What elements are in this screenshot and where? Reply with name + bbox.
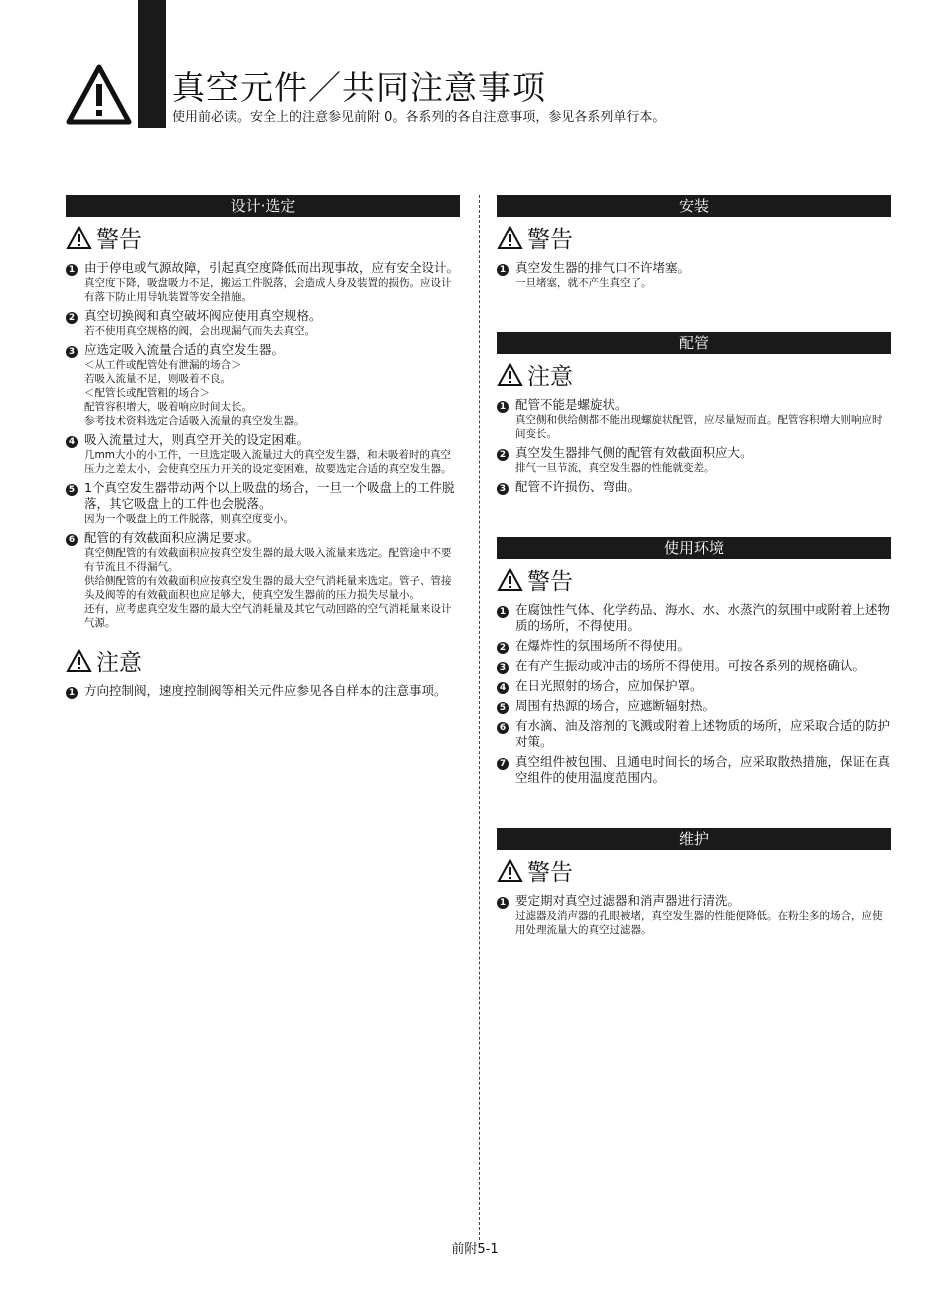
list-item: [66, 480, 460, 526]
item-title: [497, 602, 891, 634]
caution-heading: [66, 644, 460, 677]
item-number-badge: [66, 308, 84, 324]
piping-caution-list: [497, 397, 891, 495]
list-item: [497, 260, 891, 290]
warning-triangle-icon: [497, 859, 523, 883]
item-title-text: 在日光照射的场合，应加保护罩。: [515, 678, 703, 693]
maintenance-warning-list: [497, 893, 891, 937]
item-title: [497, 479, 891, 495]
item-title: [497, 678, 891, 694]
item-body-line: 一旦堵塞，就不产生真空了。: [515, 277, 652, 289]
caution-triangle-icon: [497, 363, 523, 387]
list-item: [497, 893, 891, 937]
item-number-badge: [66, 683, 84, 699]
item-number: 1: [497, 606, 509, 618]
item-number: 5: [497, 702, 509, 714]
list-item: [66, 432, 460, 476]
item-number: 6: [66, 534, 78, 546]
item-title-text: 有水滴、油及溶剂的飞溅或附着上述物质的场所，应采取合适的防护对策。: [515, 718, 891, 749]
list-item: [497, 638, 891, 654]
item-title-text: 要定期对真空过滤器和消声器进行清洗。: [515, 893, 741, 908]
item-body-line: 配管容积增大，吸着响应时间太长。: [84, 401, 252, 413]
item-number-badge: [497, 678, 515, 694]
item-number: 2: [497, 642, 509, 654]
item-number: 3: [66, 346, 78, 358]
warning-heading: [66, 221, 460, 254]
item-title: [66, 432, 460, 448]
item-title-text: 真空发生器的排气口不许堵塞。: [515, 260, 691, 275]
item-number: 6: [497, 722, 509, 734]
header-black-bar: [138, 0, 166, 128]
item-number-badge: [497, 718, 515, 750]
item-body-line: 真空度下降，吸盘吸力不足，搬运工件脱落，会造成人身及装置的损伤。应设计有落下防止用导轨装置等安全措施。: [84, 277, 452, 303]
column-divider: [479, 195, 480, 1240]
item-body-line: 排气一旦节流，真空发生器的性能就变差。: [515, 462, 715, 474]
item-title: [66, 480, 460, 512]
page-number: 前附5-1: [451, 1242, 499, 1257]
item-number: 3: [497, 662, 509, 674]
item-number: 2: [497, 449, 509, 461]
item-body-line: 几mm大小的小工件，一旦选定吸入流量过大的真空发生器，和未吸着时的真空压力之差太小，会使真空压力开关的设定变困难，故要选定合适的真空发生器。: [84, 449, 452, 475]
item-number-badge: [497, 260, 515, 276]
warning-heading: [497, 563, 891, 596]
list-item: [497, 602, 891, 634]
caution-label: 注意: [527, 364, 573, 390]
item-body-line: 若吸入流量不足，则吸着不良。: [84, 373, 231, 385]
list-item: [497, 718, 891, 750]
caution-triangle-icon: [66, 649, 92, 673]
item-number: 7: [497, 758, 509, 770]
item-title-text: 配管不能是螺旋状。: [515, 397, 628, 412]
list-item: [66, 342, 460, 428]
list-item: [66, 260, 460, 304]
item-number: 4: [497, 682, 509, 694]
item-title: [66, 342, 460, 358]
item-title: [497, 260, 891, 276]
item-body-line: ＜配管长或配管粗的场合＞: [84, 387, 210, 399]
item-title-text: 周围有热源的场合，应遮断辐射热。: [515, 698, 716, 713]
item-body: [84, 324, 460, 338]
item-body: [515, 909, 891, 937]
section-header-maintenance: 维护: [497, 828, 891, 850]
caution-heading: [497, 358, 891, 391]
left-column: [66, 195, 460, 703]
item-title: [497, 445, 891, 461]
item-title-text: 真空切换阀和真空破坏阀应使用真空规格。: [84, 308, 322, 323]
item-title: [497, 754, 891, 786]
section-header-install: 安装: [497, 195, 891, 217]
item-number-badge: [497, 445, 515, 461]
item-title: [66, 683, 460, 699]
warning-triangle-icon: [497, 226, 523, 250]
item-title-text: 真空组件被包围、且通电时间长的场合，应采取散热措施，保证在真空组件的使用温度范围内。: [515, 754, 891, 785]
item-body-line: 供给侧配管的有效截面积应按真空发生器的最大空气消耗量来选定。管子、管接头及阀等的有效截面积也应足够大，使真空发生器前的压力损失尽量小。: [84, 575, 452, 601]
item-number: 2: [66, 312, 78, 324]
list-item: [497, 479, 891, 495]
item-title-text: 配管不许损伤、弯曲。: [515, 479, 641, 494]
item-body-line: 若不使用真空规格的阀，会出现漏气而失去真空。: [84, 325, 315, 337]
list-item: [497, 658, 891, 674]
item-body: [84, 358, 460, 428]
item-body-line: 参考技术资料选定合适吸入流量的真空发生器。: [84, 415, 305, 427]
item-title-text: 真空发生器排气侧的配管有效截面积应大。: [515, 445, 753, 460]
item-title-text: 1个真空发生器带动两个以上吸盘的场合，一旦一个吸盘上的工件脱落，其它吸盘上的工件也会脱落。: [84, 480, 455, 511]
page-title: 真空元件／共同注意事项: [172, 68, 546, 107]
item-number-badge: [497, 479, 515, 495]
item-number: 1: [66, 264, 78, 276]
item-body: [84, 512, 460, 526]
item-body-line: 真空侧配管的有效截面积应按真空发生器的最大吸入流量来选定。配管途中不要有节流且不得漏气。: [84, 547, 452, 573]
item-title-text: 在腐蚀性气体、化学药品、海水、水、水蒸汽的氛围中或附着上述物质的场所，不得使用。: [515, 602, 891, 633]
warning-label: 警告: [527, 569, 573, 595]
item-number-badge: [497, 638, 515, 654]
item-number: 5: [66, 484, 78, 496]
section-header-environment: 使用环境: [497, 537, 891, 559]
item-title: [497, 397, 891, 413]
environment-warning-list: [497, 602, 891, 786]
item-number-badge: [66, 342, 84, 358]
item-title-text: 方向控制阀，速度控制阀等相关元件应参见各自样本的注意事项。: [84, 683, 447, 698]
item-body: [84, 448, 460, 476]
item-body-line: 因为一个吸盘上的工件脱落，则真空度变小。: [84, 513, 294, 525]
item-body-line: 真空侧和供给侧都不能出现螺旋状配管，应尽量短而直。配管容积增大则响应时间变长。: [515, 414, 883, 440]
item-title-text: 在爆炸性的氛围场所不得使用。: [515, 638, 691, 653]
item-body: [515, 276, 891, 290]
section-header-piping: 配管: [497, 332, 891, 354]
item-body-line: 过滤器及消声器的孔眼被堵，真空发生器的性能便降低。在粉尘多的场合，应使用处理流量大的真空过滤器。: [515, 910, 883, 936]
item-number: 1: [66, 687, 78, 699]
item-number: 1: [497, 264, 509, 276]
warning-label: 警告: [527, 227, 573, 253]
warning-triangle-icon: [66, 64, 132, 126]
list-item: [66, 530, 460, 630]
item-title-text: 应选定吸入流量合适的真空发生器。: [84, 342, 285, 357]
list-item: [497, 397, 891, 441]
item-number-badge: [66, 260, 84, 276]
design-caution-list: [66, 683, 460, 699]
item-body: [515, 413, 891, 441]
item-number-badge: [497, 658, 515, 674]
item-number-badge: [497, 397, 515, 413]
item-body: [84, 276, 460, 304]
item-body: [84, 546, 460, 630]
item-title: [66, 260, 460, 276]
design-warning-list: [66, 260, 460, 630]
list-item: [66, 683, 460, 699]
warning-triangle-icon: [66, 226, 92, 250]
item-title: [497, 718, 891, 750]
item-number-badge: [497, 754, 515, 786]
item-body-line: ＜从工件或配管处有泄漏的场合＞: [84, 359, 242, 371]
warning-triangle-icon: [497, 568, 523, 592]
right-column: [497, 195, 891, 941]
list-item: [497, 754, 891, 786]
item-title-text: 吸入流量过大，则真空开关的设定困难。: [84, 432, 310, 447]
item-title-text: 配管的有效截面积应满足要求。: [84, 530, 260, 545]
section-header-design: 设计·选定: [66, 195, 460, 217]
item-number-badge: [497, 893, 515, 909]
item-number-badge: [66, 432, 84, 448]
list-item: [497, 698, 891, 714]
item-title: [497, 698, 891, 714]
item-body-line: 还有，应考虑真空发生器的最大空气消耗量及其它气动回路的空气消耗量来设计气源。: [84, 603, 452, 629]
list-item: [66, 308, 460, 338]
item-number-badge: [497, 698, 515, 714]
item-number-badge: [66, 480, 84, 512]
item-title: [497, 893, 891, 909]
warning-label: 警告: [96, 227, 142, 253]
warning-label: 警告: [527, 860, 573, 886]
item-number: 4: [66, 436, 78, 448]
item-number-badge: [66, 530, 84, 546]
item-title: [66, 530, 460, 546]
item-title: [497, 638, 891, 654]
item-number: 1: [497, 401, 509, 413]
list-item: [497, 678, 891, 694]
warning-heading: [497, 854, 891, 887]
item-body: [515, 461, 891, 475]
item-number: 3: [497, 483, 509, 495]
item-number-badge: [497, 602, 515, 634]
caution-label: 注意: [96, 650, 142, 676]
list-item: [497, 445, 891, 475]
item-title-text: 在有产生振动或冲击的场所不得使用。可按各系列的规格确认。: [515, 658, 866, 673]
page-subtitle: 使用前必读。安全上的注意参见前附 0。各系列的各自注意事项，参见各系列单行本。: [172, 110, 666, 125]
item-title: [497, 658, 891, 674]
item-title: [66, 308, 460, 324]
warning-heading: [497, 221, 891, 254]
install-warning-list: [497, 260, 891, 290]
item-title-text: 由于停电或气源故障，引起真空度降低而出现事故，应有安全设计。: [84, 260, 460, 275]
item-number: 1: [497, 897, 509, 909]
